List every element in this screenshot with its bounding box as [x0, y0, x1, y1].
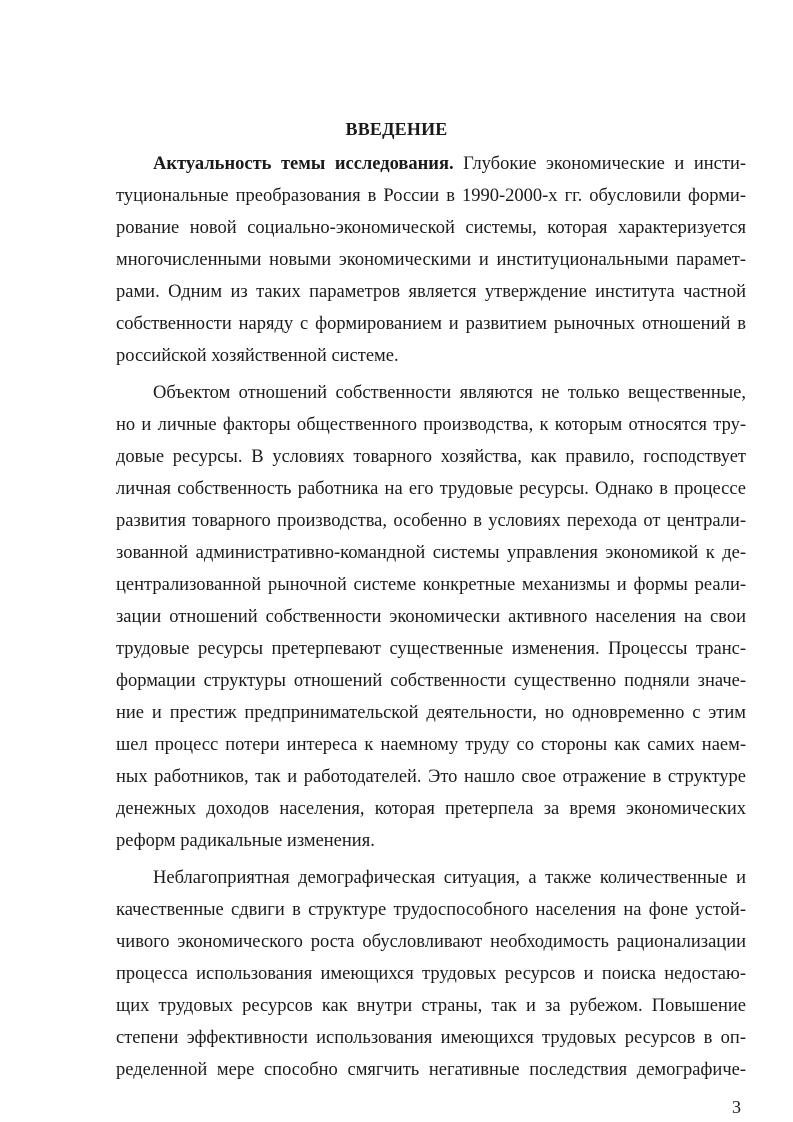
paragraph-2-line: формации структуры отношений собственности существенно подняли значе- — [116, 671, 746, 691]
paragraph-1-line: туциональные преобразования в России в 1990-2000-х гг. обусловили форми- — [116, 186, 746, 206]
paragraph-2-line: ных работников, так и работодателей. Это нашло свое отражение в структуре — [116, 767, 746, 787]
paragraph-3-line: чивого экономического роста обусловливают необходимость рационализации — [116, 932, 746, 952]
paragraph-3-line: степени эффективности использования имеющихся трудовых ресурсов в оп- — [116, 1028, 746, 1048]
page-number: 3 — [732, 1097, 741, 1117]
paragraph-2-line: реформ радикальные изменения. — [116, 831, 375, 851]
paragraph-3-line: качественные сдвиги в структуре трудоспособного населения на фоне устой- — [116, 900, 746, 920]
paragraph-2-line: централизованной рыночной системе конкретные механизмы и формы реали- — [116, 575, 746, 595]
paragraph-3-line: щих трудовых ресурсов как внутри страны, так и за рубежом. Повышение — [116, 996, 746, 1016]
paragraph-2-line: но и личные факторы общественного производства, к которым относятся тру- — [116, 415, 746, 435]
paragraph-1-line: многочисленными новыми экономическими и институциональными парамет- — [116, 250, 746, 270]
paragraph-2-line: зации отношений собственности экономически активного населения на свои — [116, 607, 746, 627]
page-title: ВВЕДЕНИЕ — [345, 119, 448, 139]
paragraph-2-line: личная собственность работника на его трудовые ресурсы. Однако в процессе — [116, 479, 746, 499]
paragraph-1-line: рами. Одним из таких параметров является утверждение института частной — [116, 282, 746, 302]
paragraph-2-line: развития товарного производства, особенно в условиях перехода от централи- — [116, 511, 746, 531]
paragraph-2-line: довые ресурсы. В условиях товарного хозяйства, как правило, господствует — [116, 447, 746, 467]
paragraph-3-line: Неблагоприятная демографическая ситуация, а также количественные и — [153, 868, 746, 888]
paragraph-2-line: трудовые ресурсы претерпевают существенные изменения. Процессы транс- — [116, 639, 746, 659]
paragraph-2-line: ние и престиж предпринимательской деятельности, но одновременно с этим — [116, 703, 746, 723]
paragraph-2-line: зованной административно-командной системы управления экономикой к де- — [116, 543, 746, 563]
paragraph-1-line — [153, 152, 746, 176]
paragraph-1-line: рование новой социально-экономической системы, которая характеризуется — [116, 218, 746, 238]
paragraph-3-line: ределенной мере способно смягчить негативные последствия демографиче- — [116, 1060, 746, 1080]
paragraph-2-line: денежных доходов населения, которая претерпела за время экономических — [116, 799, 746, 819]
paragraph-2-line: Объектом отношений собственности являются не только вещественные, — [153, 383, 746, 403]
relevance-heading: Актуальность темы исследования. — [153, 154, 454, 174]
paragraph-1-first-text: Глубокие экономические и инсти- — [453, 154, 747, 174]
paragraph-1-line: российской хозяйственной системе. — [116, 346, 399, 366]
paragraph-1-line: собственности наряду с формированием и развитием рыночных отношений в — [116, 314, 746, 334]
paragraph-2-line: шел процесс потери интереса к наемному труду со стороны как самих наем- — [116, 735, 746, 755]
paragraph-3-line: процесса использования имеющихся трудовых ресурсов и поиска недостаю- — [116, 964, 746, 984]
